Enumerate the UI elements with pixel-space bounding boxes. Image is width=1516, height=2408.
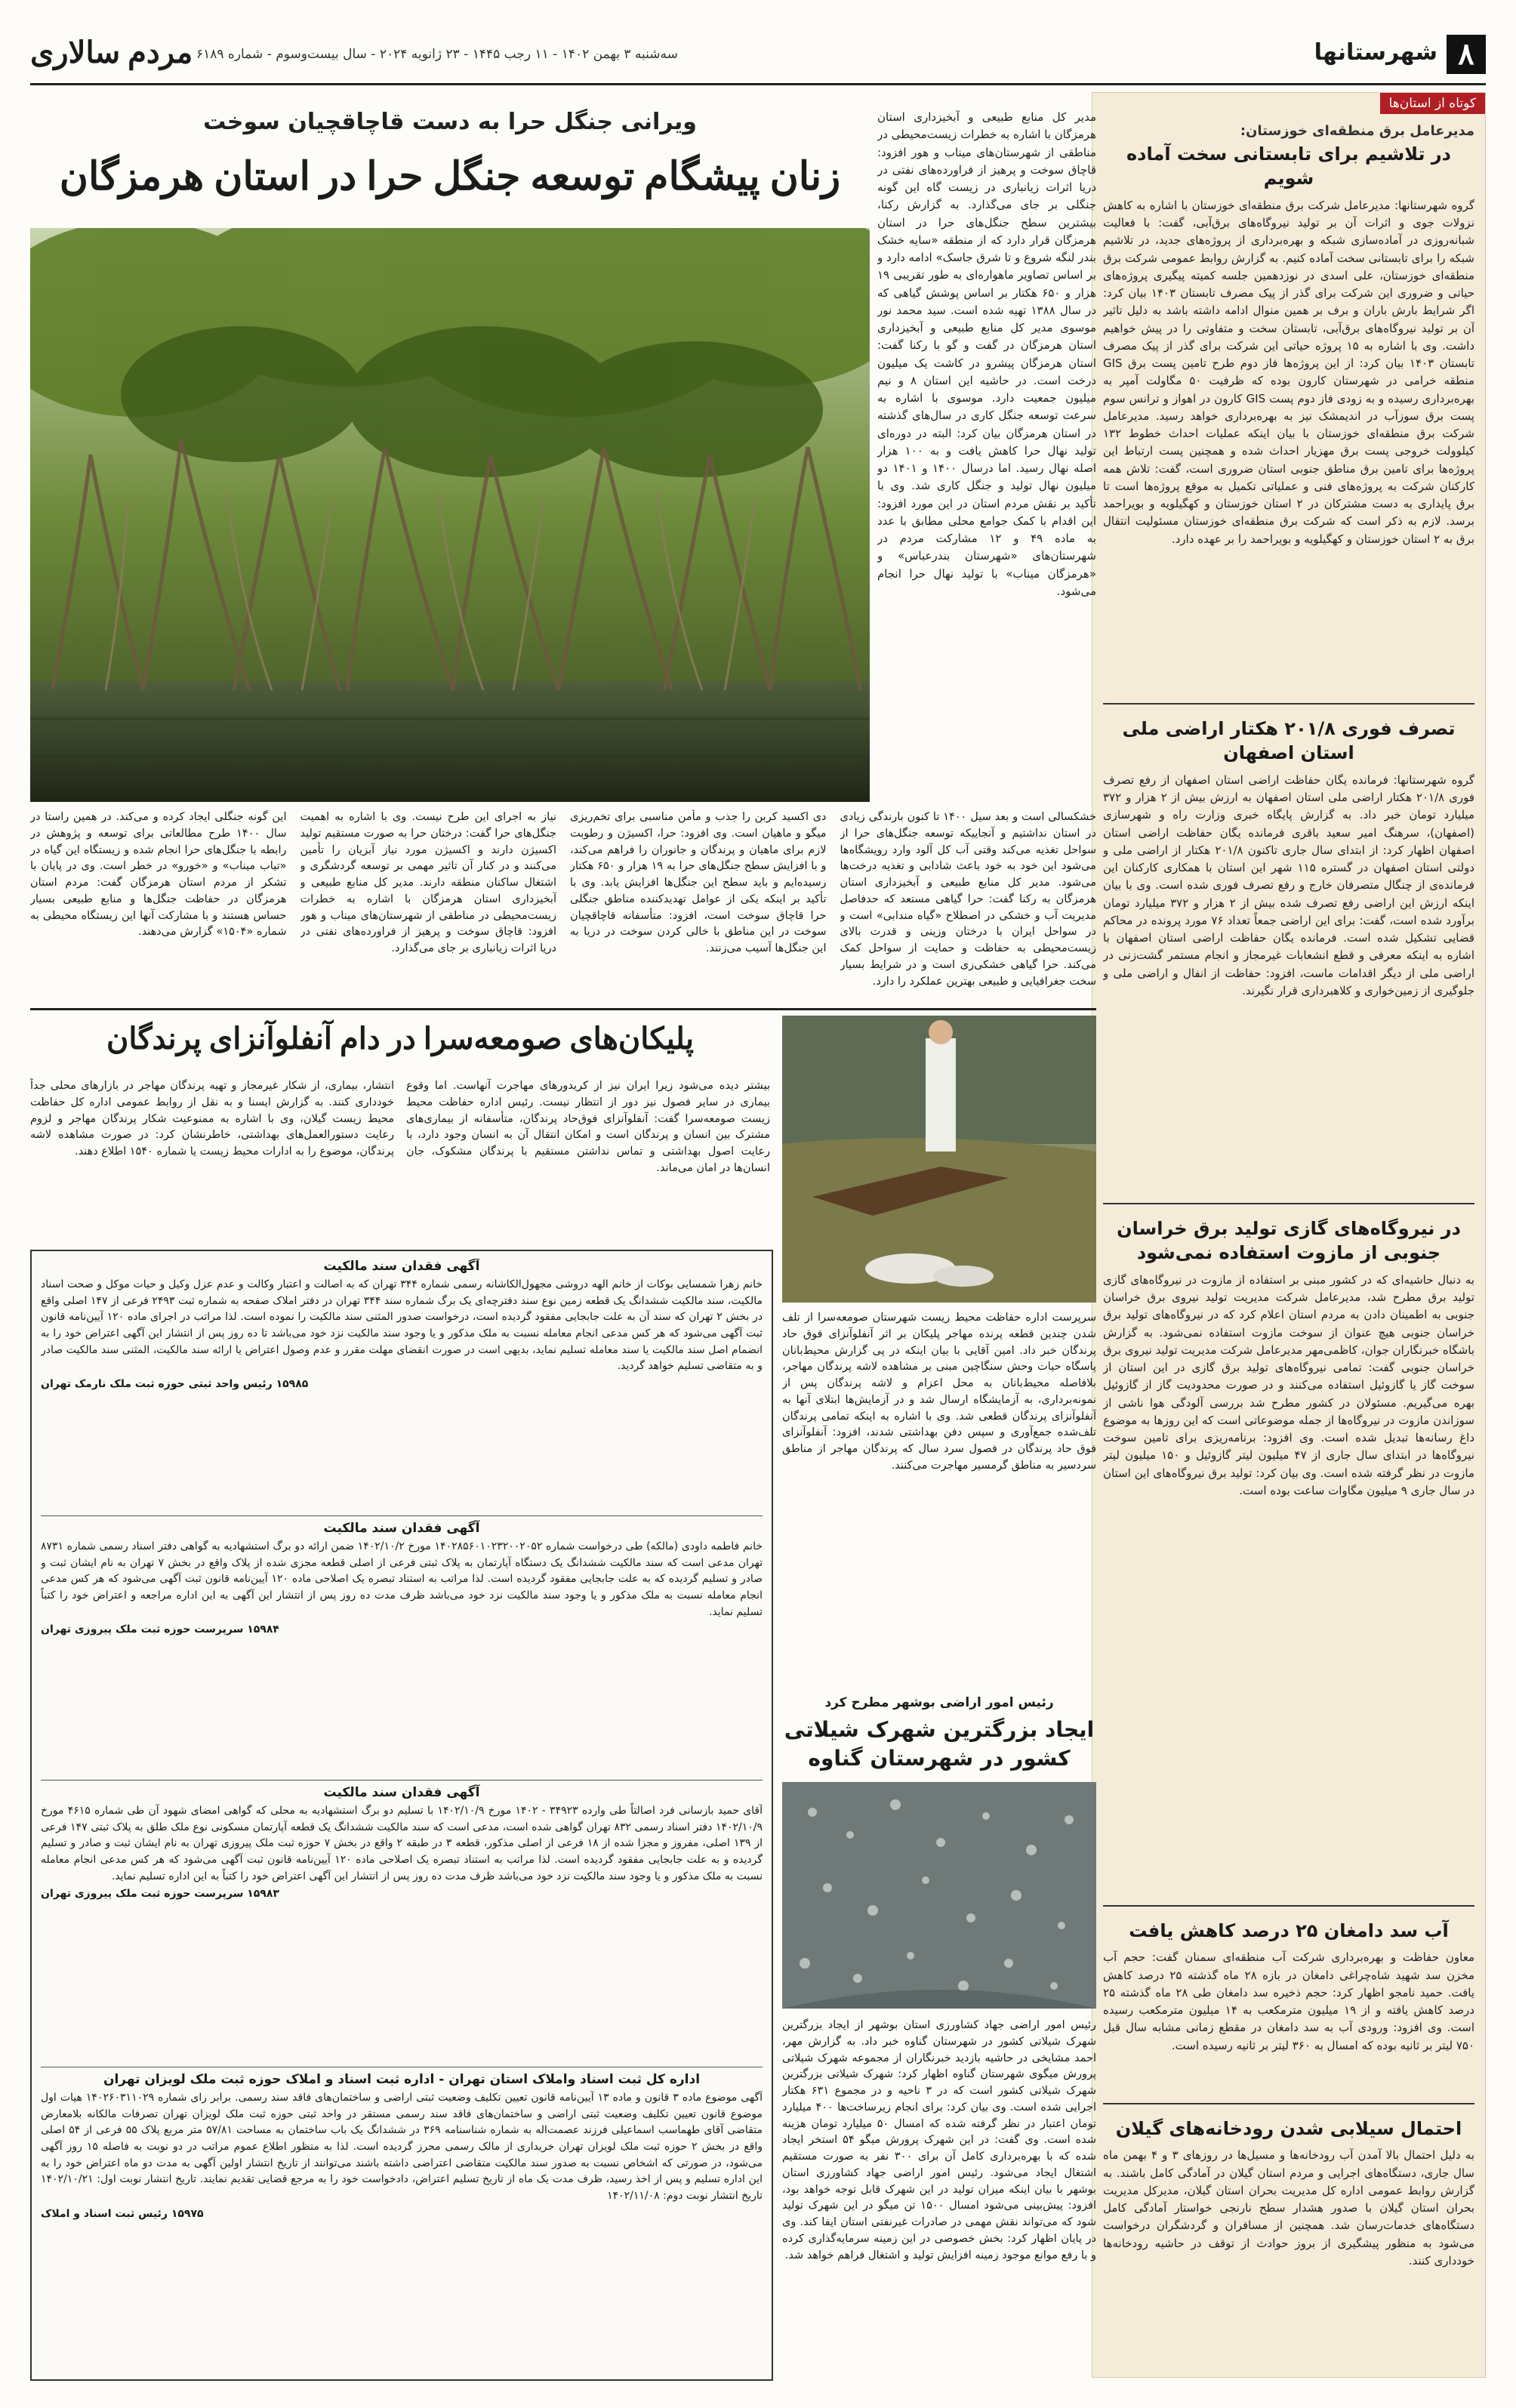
article-title: آب سد دامغان ۲۵ درصد کاهش یافت	[1129, 1920, 1449, 1941]
article-title: در نیروگاه‌های گازی تولید برق خراسان جنوبی از مازوت استفاده نمی‌شود	[1117, 1218, 1461, 1264]
notice-signature: ۱۵۹۸۳ سرپرست حوزه ثبت ملک پیروزی تهران	[41, 1888, 279, 1901]
article-kicker: مدیرعامل برق منطقه‌ای خوزستان:	[1240, 123, 1474, 139]
notice-signature: ۱۵۹۸۴ سرپرست حوزه ثبت ملک پیروزی تهران	[41, 1623, 279, 1636]
article-body: گروه شهرستانها: مدیرعامل شرکت برق منطقه‌ای خوزستان با اشاره به کاهش نزولات جوی و اثرات آن بر تولید نیروگاه‌های برق‌آبی، گفت: با فعالیت شبانه‌روزی در آماده‌سازی شبکه و بهره‌برداری از پروژه‌های جدید، در تلاشیم شبکه را برای تابستانی سخت آماده کنیم. به گزارش روابط عمومی شرکت برق منطقه‌ای خوزستان، علی اسدی در نوزدهمین جلسه کمیته پیگیری پروژه‌های حیاتی و ضروری این شرکت برای گذر از پیک مصرف تابستان ۱۴۰۳ بیان کرد: اگر شرایط بارش باران و برف بر همین منوال ادامه داشته باشد به دلیل تاثیر آن بر تولید نیروگاه‌های برق‌آبی، تابستان سخت و متفاوتی را در پیش خواهیم داشت. وی با اشاره به ۱۵ پروژه حیاتی این شرکت برای گذر از پیک مصرف تابستان ۱۴۰۳ بیان کرد: از این پروژه‌ها فاز دوم طرح تامین پست برق GIS منطقه خرامی در شهرستان کارون بوده که ظرفیت ۵۰ مگاولت آمپر به بهره‌برداری رسیده و به زودی فاز دوم پست GIS کارون در اهواز و ترانس سوم پست برق سوزآب در اندیمشک نیز به بهره‌برداری خواهد رسید. مدیرعامل شرکت برق منطقه‌ای خوزستان با بیان اینکه عملیات احداث خطوط ۱۳۲ کیلوولت خروجی پست برق مهزیار احداث شده و همچنین پست ارتباط این پروژه‌ها برای تامین برق مناطق جنوبی استان ضروری است، گفت: تلاش همه کارکنان شرکت به پروژه‌های فنی و عملیاتی تکمیل به موقع پروژه‌ها است تا برق پایداری به دست مشترکان در ۲ استان خوزستان و کهگیلویه و بویراحمد برسد. لازم به ذکر است که شرکت برق منطقه‌ای خوزستان مسئولیت انتقال برق به ۲ استان خوزستان و کهگیلویه و بویراحمد را بر عهده دارد.	[1103, 198, 1474, 546]
sidebar-news-column	[1092, 92, 1486, 2378]
mangrove-forest-photo	[30, 228, 870, 802]
main-story-body	[30, 809, 1096, 998]
divider	[1103, 2103, 1474, 2104]
paper-logo: مردم سالاری	[30, 35, 193, 69]
article-body: به دلیل احتمال بالا آمدن آب رودخانه‌ها و مسیل‌ها در روزهای ۳ و ۴ بهمن ماه سال جاری، دستگاه‌های اجرایی و مردم استان گیلان در آمادگی کامل باشند. به گزارش روابط عمومی اداره کل مدیریت بحران استان گیلان، مدیرکل مدیریت بحران استان گیلان با صدور هشدار سطح نارنجی خواستار آمادگی کامل دستگاه‌های خدمات‌رسان شد. همچنین از مسافران و گردشگران درخواست می‌شود به منظور پیشگیری از بروز حوادث از توقف در حاشیه رودخانه‌ها خودداری کنند.	[1103, 2148, 1474, 2268]
notice-title: آگهی فقدان سند مالکیت	[323, 1785, 480, 1800]
main-story-kicker: ویرانی جنگل حرا به دست قاچاقچیان سوخت	[203, 109, 697, 135]
pelican-story-title: پلیکان‌های صومعه‌سرا در دام آنفلوآنزای پرندگان	[106, 1022, 695, 1056]
body-column: انتشار، بیماری، از شکار غیرمجاز و تهیه پرندگان مهاجر در بازارهای محلی جداً خودداری کنند. به گزارش ایسنا و به نقل از روابط عمومی اداره کل حفاظت محیط زیست گیلان، وی با اشاره به ممنوعیت شکار پرندگان مهاجر و لزوم رعایت دستورالعمل‌های بهداشتی، خاطرنشان کرد: در صورت مشاهده لاشه پرندگان، موضوع را به ادارات محیط زیست یا شماره ۱۵۴۰ اطلاع دهند.	[30, 1080, 394, 1158]
notice-title: آگهی فقدان سند مالکیت	[323, 1521, 480, 1536]
article-title: در تلاشیم برای تابستانی سخت آماده شویم	[1126, 143, 1451, 190]
notice-title: اداره کل ثبت اسناد واملاک استان تهران - اداره ثبت اسناد و املاک حوزه ثبت ملک لویزان تهران	[103, 2072, 701, 2087]
pelican-story-body	[30, 1078, 770, 1237]
article-title: تصرف فوری ۲۰۱/۸ هکتار اراضی ملی استان اصفهان	[1122, 718, 1456, 764]
notice-body: خانم زهرا شمسایی بوکات از خانم الهه دروشی مجهول‌الکاشانه رسمی شماره ۳۴۴ تهران که به اصالت و اعتبار وکالت و عدم عزل وکیل و حیات موکل و صحت اسناد مالکیت، سند مالکیت ششدانگ یک قطعه زمین نوع سند دفترچه‌ای یک‌ برگ شماره سند ۳۴۴ تهران در دفتر املاک صفحه به شماره ثبت ۲۴۹۳ فرعی از ۱۴۷ اصلی واقع در بخش ۲ تهران که سند آن به علت جابجایی مفقود گردیده است، درخواست صدور المثنی سند مالکیت را نموده است. لذا مراتب در اجرای ماده ۱۲۰ آیین‌نامه قانون ثبت آگهی می‌شود که هر کس مدعی انجام معامله نسبت به ملک مذکور و یا وجود سند مالکیت نزد خود می‌باشد تا ده روز پس از انتشار این آگهی اعتراض خود را به انضمام اصل سند مالکیت یا سند معامله تسلیم نماید، بدیهی است در صورت انقضای مهلت مقرر و عدم وصول اعتراض یا ارائه سند مالکیت، المثنی سند مالکیت صادر و به متقاضی تسلیم خواهد گردید.	[41, 1278, 763, 1373]
pelican-photo-caption: سرپرست اداره حفاظت محیط زیست شهرستان صومعه‌سرا از تلف شدن چندین قطعه پرنده مهاجر پلیکان بر اثر آنفلوآنزای فوق حاد پرندگان خبر داد. امین آقایی با بیان اینکه در پی گزارش محیط‌بانان پاسگاه حیات وحش سنگاچین مبنی بر مشاهده لاشه پرندگان مهاجر، بلافاصله محیط‌بانان به محل اعزام و لاشه پرندگان پس از نمونه‌برداری، به آزمایشگاه ارسال شد و در آزمایش‌ها ابتلای آنها به آنفلوآنزای پرندگان قطعی شد. وی با اشاره به اینکه تمامی پرندگان تلف‌شده جمع‌آوری و سپس دفن بهداشتی شدند، افزود: آنفلوآنزای فوق حاد پرندگان در فصول سرد سال که پرندگان مهاجر از مناطق سردسیر به مناطق گرمسیر مهاجرت می‌کنند.	[782, 1312, 1096, 1472]
body-column: نیاز به اجرای این طرح نیست. وی با اشاره به اهمیت جنگل‌های حرا گفت: درختان حرا به صورت مستقیم تولید اکسیژن دارند و اکسیژن مورد نیاز آبزیان را تأمین می‌کنند و در کنار آن تاثیر مهمی بر توسعه گردشگری و اشتغال ساکنان منطقه دارند. مدیر کل منابع طبیعی و آبخیزداری استان هرمزگان با اشاره به خطرات زیست‌محیطی در مناطقی از شهرستان‌های میناب و هور افزود: قاچاق سوخت و پرهیز از فراورده‌های نفتی در دریا اثرات زیانباری بر جای می‌گذارد.	[300, 811, 556, 954]
page-number: ۸	[1447, 35, 1486, 74]
sidebar-article-4	[1103, 1916, 1474, 2097]
notice-body: خانم فاطمه داودی (مالکه) طی درخواست شماره ۱۴۰۲۸۵۶۰۱۰۲۳۲۰۰۲۰۵۲ مورخ ۱۴۰۲/۱۰/۲ ضمن ارائه دو برگ استشهادیه به گواهی دفتر اسناد رسمی شماره ۸۷۳۱ تهران مدعی است که سند مالکیت ششدانگ یک دستگاه آپارتمان به پلاک ثبتی فرعی از اصلی قطعه مجزی شده از پلاک واقع در بخش ۷ تهران به نام ایشان ثبت و صادر و تسلیم گردیده که به علت جابجایی مفقود گردیده است. لذا مراتب به استناد تبصره یک اصلاحی ماده ۱۲۰ آیین‌نامه قانون ثبت آگهی می‌شود که هر کس مدعی انجام معامله نسبت به ملک مذکور و یا وجود سند مالکیت نزد خود می‌باشد ظرف مدت ده روز پس از انتشار این آگهی به این اداره مراجعه و اعتراض خود را کتباً تسلیم نماید.	[41, 1540, 763, 1618]
divider	[1103, 1905, 1474, 1907]
notice-4	[41, 2067, 763, 2374]
legal-notices-box	[30, 1250, 773, 2381]
article-body: معاون حفاظت و بهره‌برداری شرکت آب منطقه‌ای سمنان گفت: حجم آب مخزن سد شهید شاه‌چراغی دامغان در بازه ۲۸ ماه گذشته ۲۵ درصد کاهش یافت. حمید نامجو اظهار کرد: حجم ذخیره سد دامغان طی ۲۸ ماه گذشته ۲۵ درصد کاهش یافته و از ۱۹ میلیون مترمکعب به ۱۴ میلیون مترمکعب رسیده است. وی افزود: ورودی آب به سد دامغان در مقطع زمانی مشابه سال قبل ۷۵۰ لیتر بر ثانیه بوده که امسال به ۳۶۰ لیتر بر ثانیه رسیده است.	[1103, 1950, 1474, 2052]
main-story-title: زنان پیشگام توسعه جنگل حرا در استان هرمزگان	[59, 156, 841, 199]
main-story	[30, 92, 1096, 1002]
notice-1	[41, 1259, 763, 1508]
notice-2	[41, 1515, 763, 1770]
sidebar-article-2	[1103, 714, 1474, 1197]
body-column: خشکسالی است و بعد سیل ۱۴۰۰ تا کنون بارندگی زیادی در استان نداشتیم و آنجاییکه توسعه جنگل‌های حرا از سواحل تغذیه می‌کند وقتی آب کل آلود وارد رویشگاه‌ها می‌شود این خود به خود باعث شادابی و تغذیه درخت‌ها می‌شود. مدیر کل منابع طبیعی و آبخیزداری استان هرمزگان به رکنا گفت: حرا گیاهی مستعد که حدفاصل مدیریت آب و خشکی در اصطلاح «گیاه مندابی» است و در سواحل ایران با درختان وزینی و قدرت بالای زیست‌محیطی به حفاظت و حمایت از سواحل کمک می‌کند. حرا گیاهی خشکی‌زی است و در شرایط بسیار سخت جغرافیایی و طبیعی بهترین عملکرد را دارد.	[840, 811, 1096, 988]
notice-signature: ۱۵۹۷۵ رئیس ثبت اسناد و املاک	[41, 2207, 204, 2220]
sidebar-tag: کوتاه از استان‌ها	[1380, 93, 1485, 114]
divider	[1103, 703, 1474, 705]
section-name: شهرستانها	[1314, 39, 1437, 66]
sidebar-article-3	[1103, 1213, 1474, 1901]
sidebar-article-5	[1103, 2114, 1474, 2370]
notice-body: آقای حمید بازسانی فرد اصالتاً طی وارده ۳۴۹۲۳ - ۱۴۰۲ مورخ ۱۴۰۲/۱۰/۹ با تسلیم دو برگ استشهادیه به محلی که گواهی امضای شهود آن طی شماره ۴۶۱۵ مورخ ۱۴۰۲/۱۰/۹ دفتر اسناد رسمی ۸۳۲ تهران گواهی شده است، مدعی است که سند مالکیت ششدانگ یک قطعه آپارتمان مسکونی نوع ملک طلق به پلاک ثبتی ۱۴۷ فرعی از ۱۳۹ اصلی، مفروز و مجزا شده از ۱۸ فرعی از اصلی مذکور، قطعه ۳ در طبقه ۲ واقع در بخش ۷ حوزه ثبت ملک پیروزی تهران به نام ایشان ثبت و صادر و تسلیم گردیده و به علت جابجایی مفقود گردیده است. لذا مراتب به استناد تبصره یک اصلاحی ماده ۱۲۰ آیین‌نامه قانون ثبت آگهی می‌شود که هر کس مدعی انجام معامله نسبت به ملک مذکور و یا وجود سند مالکیت نزد خود می‌باشد ظرف مدت ده روز پس از انتشار این آگهی اعتراض خود را کتباً به این اداره تسلیم نماید.	[41, 1805, 763, 1882]
notice-title: آگهی فقدان سند مالکیت	[323, 1259, 480, 1274]
masthead	[30, 30, 1486, 85]
body-column: دی اکسید کربن را جذب و مأمن مناسبی برای تخم‌ریزی میگو و ماهیان است. وی افزود: حرا، اکسیژن و رطوبت لازم برای ماهیان و پرندگان و جانوران را فراهم می‌کند، و با افزایش سطح جنگل‌های حرا به ۱۹ هزار و ۶۵۰ هکتار رسیده‌ایم و باید سطح این جنگل‌ها افزایش یابد. وی با تأکید بر اینکه یکی از عوامل تهدیدکننده مناطق جنگلی حرا قاچاق سوخت است، افزود: متأسفانه قاچاقچیان سوخت در این مناطق با خالی کردن سوخت در دریا به این جنگل‌ها آسیب می‌زنند.	[570, 811, 827, 954]
shrimp-story-body: رئیس امور اراضی جهاد کشاورزی استان بوشهر از ایجاد بزرگترین شهرک شیلاتی کشور در شهرستان گناوه خبر داد. به گزارش مهر، احمد مشایخی در حاشیه بازدید خبرنگاران از مجموعه شهرک شیلاتی پرورش میگوی شهرستان گناوه اظهار کرد: شهرک شیلاتی بزرگترین شهرک شیلاتی کشور است که در ۳ ناحیه و در مجموع ۶۳۱ هکتار اجرایی شده است. وی بیان کرد: برای انجام زیرساخت‌ها ۴۰۰ میلیارد تومان اعتبار در نظر گرفته شده که امسال ۵۰ میلیارد تومان هزینه شده است. وی گفت: در این شهرک پرورش میگو ۵۴ استخر ایجاد شده که با بهره‌برداری کامل آن برای ۳۰۰ نفر به صورت مستقیم اشتغال ایجاد می‌شود. رئیس امور اراضی جهاد کشاورزی استان بوشهر با بیان اینکه میزان تولید در این شهرک قابل توجه خواهد بود، افزود: پیش‌بینی می‌شود امسال ۱۵۰۰ تن میگو در این شهرک تولید شود که می‌تواند نقش مهمی در صادرات غیرنفتی استان ایفا کند. وی در پایان اظهار کرد: بخش خصوصی در این زمینه سرمایه‌گذاری کرده و با رفع موانع موجود زمینه افزایش تولید و اشتغال فراهم خواهد شد.	[782, 2019, 1096, 2262]
shrimp-pond-photo	[782, 1782, 1096, 2009]
article-title: احتمال سیلابی شدن رودخانه‌های گیلان	[1115, 2118, 1462, 2139]
body-column: بیشتر دیده می‌شود زیرا ایران نیز از کریدورهای مهاجرت آنهاست. اما وقوع بیماری در سایر فصول نیز دور از انتظار نیست. رئیس اداره حفاظت محیط زیست صومعه‌سرا گفت: آنفلوآنزای فوق‌حاد پرندگان، متأسفانه از بیماری‌های مشترک بین انسان و پرندگان است و امکان انتقال آن به انسان وجود دارد، با رعایت اصول بهداشتی و تماس نداشتن مستقیم با پرندگان مشکوک، جان انسان‌ها در امان می‌ماند.	[406, 1080, 770, 1174]
shrimp-story-title: ایجاد بزرگترین شهرک شیلاتی کشور در شهرستان گناوه	[784, 1717, 1095, 1771]
divider	[1103, 1203, 1474, 1204]
body-column: این گونه جنگلی ایجاد کرده و می‌کند. در همین راستا در سال ۱۴۰۰ طرح مطالعاتی برای توسعه و پژوهش در رابطه با جنگل‌های حرا انجام شده و زیستگاه این گیاه در «تیاب میناب» و «خورو» در خطر است. وی در پایان با تشکر از مردم استان هرمزگان گفت: مردم استان هرمزگان در حفاظت جنگل‌ها و منابع طبیعی بسیار حساس هستند و با مشارکت آنها این زیستگاه محیطی به شماره «۱۵۰۴» گزارش می‌دهند.	[30, 811, 287, 939]
article-body: به دنبال حاشیه‌ای که در کشور مبنی بر استفاده از مازوت در نیروگاه‌های گازی تولید برق مطرح شد، مدیرعامل شرکت مدیریت تولید نیروی برق خراسان جنوبی به اطمینان دادن به مردم استان اعلام کرد که در نیروگاه‌های تولید برق خراسان جنوبی هیچ عنوان از سوخت مازوت استفاده نمی‌شود. به گزارش باشگاه خبرنگاران جوان، کاظمی‌مهر مدیرعامل شرکت مدیریت تولید نیروی برق خراسان جنوبی گفت: تمامی نیروگاه‌های تولید برق گازی در این استان از سوخت گاز یا گازوئیل استفاده می‌کنند و در صورت محدودیت گاز از گازوئیل بهره می‌گیریم. مسئولان در کشور مطرح شد بررسی آلودگی هوا ناشی از سوزاندن مازوت در نیروگاه‌ها از جمله موضوعاتی است که این روزها به موضوع داغ رسانه‌ها تبدیل شده است. وی افزود: برنامه‌ریزی برای تامین سوخت نیروگاه‌ها در ابتدای سال جاری از ۴۷ میلیون لیتر گازوئیل و ۱۵۰ میلیون لیتر مازوت در نظر گرفته شده است. وی بیان کرد: تولید برق نیروگاه‌های این استان در سال جاری ۹ میلیون مگاوات ساعت بوده است.	[1103, 1272, 1474, 1497]
sidebar-article-1	[1103, 123, 1474, 697]
article-body: گروه شهرستانها: فرمانده یگان حفاظت اراضی استان اصفهان از رفع تصرف فوری ۲۰۱/۸ هکتار اراضی ملی استان اصفهان به ارزش بیش از ۲ هزار و ۳۷۲ میلیارد تومان خبر داد. به گزارش پایگاه خبری وزارت راه و شهرسازی (اصفهان)، سرهنگ امیر سعید باقری فرمانده یگان حفاظت اراضی استان اصفهان اظهار کرد: از ابتدای سال جاری تاکنون ۲۰۱/۸ هکتار از اراضی ملی و دولتی استان اصفهان در گستره ۱۱۵ شهر این استان با همکاری کارکنان این فرمانده‌ی از چنگال متصرفان خارج و رفع تصرف فوری شده است. وی با بیان اینکه ارزش این اراضی رفع تصرف شده بیش از ۲ هزار و ۳۷۲ میلیارد تومان برآورد شده است، گفت: برای این اراضی جمعاً تعداد ۷۶ مورد پرونده در محاکم قضایی تشکیل شده است. فرمانده یگان حفاظت اراضی استان اصفهان با اشاره به اینکه معرفی و قطع انشعابات غیرمجاز و انجام مستمر گشت‌زنی در اراضی ملی از دیگر اقدامات ماست، افزود: حفاظت از انفال و اراضی ملی و جلوگیری از زمین‌خواری و کلاهبرداری قرار نگیرند.	[1103, 772, 1474, 997]
notice-3	[41, 1780, 763, 2057]
dateline: سه‌شنبه ۳ بهمن ۱۴۰۲ - ۱۱ رجب ۱۴۴۵ - ۲۳ ژانویه ۲۰۲۴ - سال بیست‌وسوم - شماره ۶۱۸۹	[196, 47, 678, 62]
pelican-photo	[782, 1016, 1096, 1303]
main-story-lead: مدیر کل منابع طبیعی و آبخیزداری استان هرمزگان با اشاره به خطرات زیست‌محیطی در مناطقی از شهرستان‌های میناب و هور افزود: قاچاق سوخت و پرهیز از فراورده‌های نفتی در دریا اثرات زیانباری در زیست گاه این گونه جنگلی بر جای می‌گذارد. به گزارش رکنا، بیشترین سطح جنگل‌های حرا در استان هرمزگان قرار دارد که از منطقه «سایه خشک بندر لنگه شروع و تا شرق جاسک» ادامه دارد و بر اساس تصاویر ماهواره‌ای به طور تقریبی ۱۹ هزار و ۶۵۰ هکتار بر اساس پوشش گیاهی که در سال ۱۳۸۸ تهیه شده است. سید محمد نور موسوی مدیر کل منابع طبیعی و آبخیزداری استان هرمزگان در گفت و گو با رکنا گفت: استان هرمزگان پیشرو در کاشت یک میلیون درخت است. در حاشیه این استان ۸ و نیم میلیون جمعیت دارد. موسوی با اشاره به سرعت توسعه جنگل کاری در سال‌های گذشته در استان هرمزگان بیان کرد: البته در دوره‌ای تولید نهال حرا کاهش یافت و به ۱۰۰ هزار اصله نهال رسید. اما درسال ۱۴۰۰ و ۱۴۰۱ دو میلیون نهال تولید و جنگل کاری شد. وی با تأکید بر نقش مردم استان در این مورد افزود: این اقدام با کمک جوامع محلی مطابق با عدد به ماده ۴۹ و ۱۲ مشارکت مردم در شهرستان‌های «شهرستان بندرعباس» و «هرمزگان میناب» با تولید نهال حرا انجام می‌شود.	[877, 110, 1096, 598]
notice-body: آگهی موضوع ماده ۳ قانون و ماده ۱۳ آیین‌نامه قانون تعیین تکلیف وضعیت ثبتی اراضی و ساختمان‌های فاقد سند رسمی. برابر رای شماره ۱۴۰۲۶۰۳۱۱۰۲۹ هیات اول موضوع قانون تعیین تکلیف وضعیت ثبتی اراضی و ساختمان‌های فاقد سند رسمی مستقر در واحد ثبتی حوزه ثبت ملک لویزان تهران تصرفات مالکانه بلامعارض متقاضی آقای طهماسب اسماعیلی فرزند عصمت‌اله به شماره شناسنامه ۳۶۹ در ششدانگ یک باب ساختمان به مساحت ۵۷/۸۱ متر مربع پلاک ۵۵ فرعی از ۵۴ اصلی واقع در بخش ۲ حوزه ثبت ملک لویزان تهران خریداری از مالک رسمی محرز گردیده است. لذا به منظور اطلاع عموم مراتب در دو نوبت به فاصله ۱۵ روز آگهی می‌شود، در صورتی که اشخاص نسبت به صدور سند مالکیت متقاضی اعتراضی داشته باشند می‌توانند از تاریخ انتشار اولین آگهی به مدت دو ماه اعتراض خود را به این اداره تسلیم و پس از اخذ رسید، ظرف مدت یک ماه از تاریخ تسلیم اعتراض، دادخواست خود را به مرجع قضایی تقدیم نمایند. تاریخ انتشار نوبت اول: ۱۴۰۲/۱۰/۲۱ تاریخ انتشار نوبت دوم: ۱۴۰۲/۱۱/۰۸	[41, 2092, 763, 2203]
shrimp-story-kicker: رئیس امور اراضی بوشهر مطرح کرد	[824, 1695, 1054, 1710]
notice-signature: ۱۵۹۸۵ رئیس واحد ثبتی حوزه ثبت ملک نارمک تهران	[41, 1378, 309, 1391]
section-divider	[30, 1008, 1096, 1010]
